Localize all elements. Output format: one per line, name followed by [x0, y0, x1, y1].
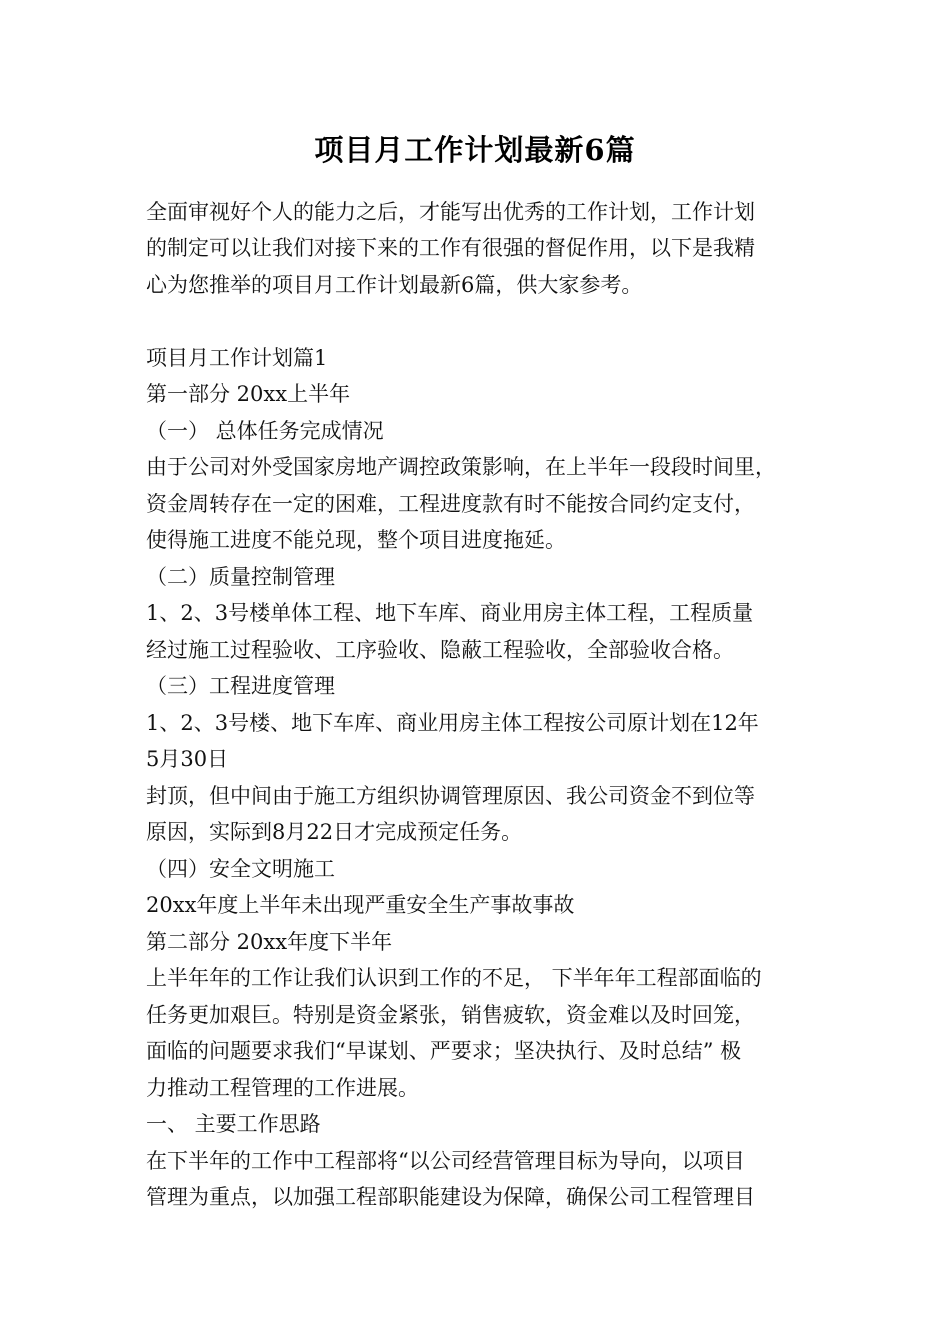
paragraph-line: 上半年年的工作让我们认识到工作的不足， 下半年年工程部面临的 — [146, 966, 762, 990]
document-title: 项目月工作计划最新6篇 — [314, 133, 636, 167]
paragraph-line: 封顶，但中间由于施工方组织协调管理原因、我公司资金不到位等 — [146, 784, 755, 808]
paragraph-line: 使得施工进度不能兑现，整个项目进度拖延。 — [146, 528, 566, 552]
paragraph-line: 原因，实际到8月22日才完成预定任务。 — [146, 820, 523, 844]
subsection-heading: （三）工程进度管理 — [146, 674, 335, 698]
paragraph-line: 全面审视好个人的能力之后，才能写出优秀的工作计划，工作计划 — [146, 200, 755, 224]
subsection-heading: 一、 主要工作思路 — [146, 1112, 321, 1136]
paragraph-line: 心为您推举的项目月工作计划最新6篇，供大家参考。 — [146, 273, 643, 297]
paragraph-line: 1、2、3号楼、地下车库、商业用房主体工程按公司原计划在12年 — [146, 711, 759, 735]
paragraph-line: 5月30日 — [146, 747, 229, 771]
paragraph-line: 管理为重点，以加强工程部职能建设为保障，确保公司工程管理目 — [146, 1185, 755, 1209]
subsection-heading: （一） 总体任务完成情况 — [146, 419, 384, 443]
subsection-heading: （二）质量控制管理 — [146, 565, 335, 589]
paragraph-line: 力推动工程管理的工作进展。 — [146, 1076, 419, 1100]
paragraph-line: 的制定可以让我们对接下来的工作有很强的督促作用，以下是我精 — [146, 236, 755, 260]
section-heading: 项目月工作计划篇1 — [146, 346, 328, 370]
part-heading: 第一部分 20xx上半年 — [146, 382, 351, 406]
paragraph-line: 面临的问题要求我们“早谋划、严要求；坚决执行、及时总结” 极 — [146, 1039, 742, 1063]
subsection-heading: （四）安全文明施工 — [146, 857, 335, 881]
paragraph-line: 在下半年的工作中工程部将“以公司经营管理目标为导向，以项目 — [146, 1149, 745, 1173]
paragraph-line: 经过施工过程验收、工序验收、隐蔽工程验收，全部验收合格。 — [146, 638, 734, 662]
paragraph-line: 任务更加艰巨。特别是资金紧张，销售疲软，资金难以及时回笼， — [146, 1003, 755, 1027]
paragraph-line: 1、2、3号楼单体工程、地下车库、商业用房主体工程，工程质量 — [146, 601, 754, 625]
part-heading: 第二部分 20xx年度下半年 — [146, 930, 393, 954]
paragraph-line: 20xx年度上半年未出现严重安全生产事故事故 — [146, 893, 575, 917]
paragraph-line: 资金周转存在一定的困难，工程进度款有时不能按合同约定支付， — [146, 492, 755, 516]
paragraph-line: 由于公司对外受国家房地产调控政策影响，在上半年一段段时间里， — [146, 455, 776, 479]
